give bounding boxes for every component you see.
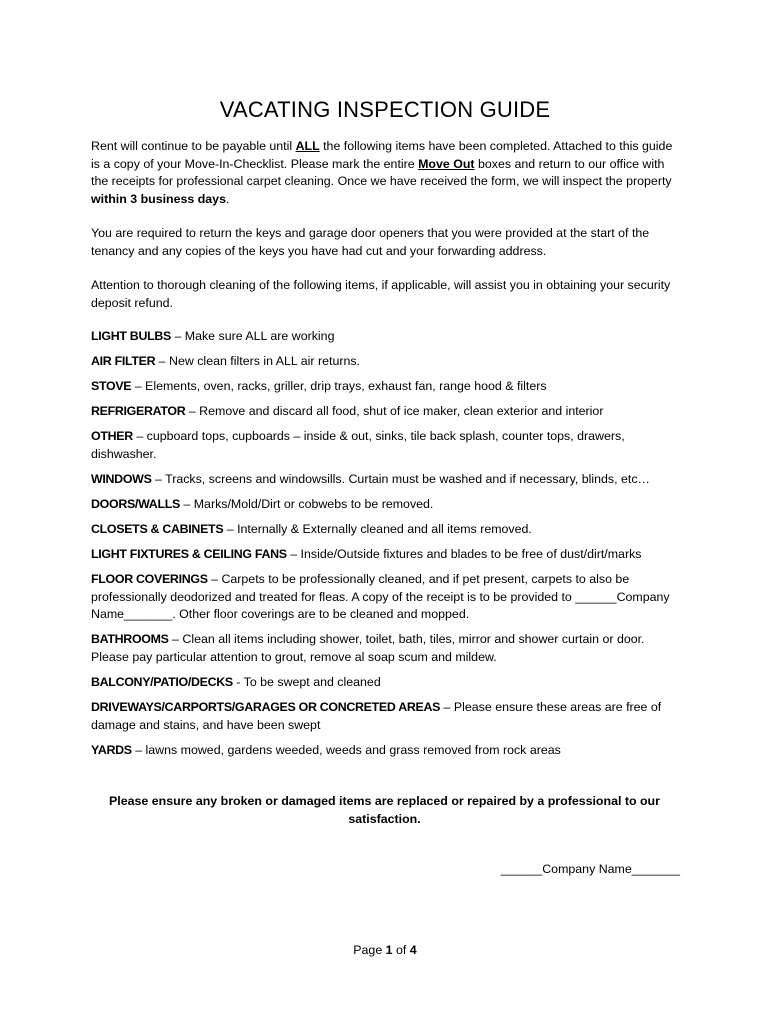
item-text: – Inside/Outside fixtures and blades to be free of dust/dirt/marks — [286, 547, 642, 562]
page-title: VACATING INSPECTION GUIDE — [219, 97, 551, 122]
item-label: YARDS — [91, 742, 132, 757]
emphasis-business-days: within 3 business days — [91, 191, 226, 206]
item-text: – New clean filters in ALL air returns. — [155, 354, 360, 369]
intro-text: the following items have been completed. Attached to this guide is a copy of your Move-In-Checklist. Please mark the entire — [91, 139, 673, 171]
item-label: AIR FILTER — [91, 354, 156, 369]
cleaning-items-list — [91, 328, 678, 767]
list-item — [91, 521, 678, 539]
closing-statement: Please ensure any broken or damaged items are replaced or repaired by a professional to our satisfaction. — [109, 794, 660, 826]
emphasis-all: ALL — [295, 139, 320, 153]
item-text: – Carpets to be professionally cleaned, and if pet present, carpets to also be professionally deodorized and treated for fleas. A copy of the receipt is to be provided to ______Company Name_______. Other floor coverings are to be cleaned and mopped. — [91, 572, 670, 622]
list-item — [91, 328, 678, 346]
item-text: – lawns mowed, gardens weeded, weeds and grass removed from rock areas — [131, 742, 561, 757]
emphasis-move-out: Move Out — [418, 156, 475, 171]
list-item — [91, 471, 678, 489]
item-text: – cupboard tops, cupboards – inside & out, sinks, tile back splash, counter tops, drawers, dishwasher. — [91, 429, 625, 461]
item-label: WINDOWS — [91, 471, 152, 486]
list-item — [91, 378, 678, 396]
item-label: CLOSETS & CABINETS — [91, 522, 224, 537]
list-item — [91, 742, 678, 760]
total-pages: 4 — [409, 943, 417, 957]
item-text: – Tracks, screens and windowsills. Curtain must be washed and if necessary, blinds, etc… — [151, 471, 650, 486]
page-word: Page — [353, 943, 386, 957]
page-number — [0, 943, 770, 957]
intro-text: Rent will continue to be payable until — [91, 139, 296, 153]
item-label: BALCONY/PATIO/DECKS — [91, 675, 233, 690]
list-item — [91, 496, 678, 514]
item-label: DRIVEWAYS/CARPORTS/GARAGES OR CONCRETED AREAS — [91, 700, 441, 715]
list-item — [91, 571, 678, 624]
item-text: – Internally & Externally cleaned and all items removed. — [223, 522, 532, 537]
item-label: OTHER — [91, 429, 133, 444]
list-item — [91, 699, 678, 734]
list-item — [91, 428, 678, 463]
item-text: – Elements, oven, racks, griller, drip trays, exhaust fan, range hood & filters — [131, 379, 547, 394]
item-text: – Remove and discard all food, shut of ice maker, clean exterior and interior — [185, 404, 604, 419]
list-item — [91, 631, 678, 666]
item-label: DOORS/WALLS — [91, 497, 180, 512]
list-item — [91, 403, 678, 421]
item-text: – Make sure ALL are working — [171, 329, 335, 343]
item-label: STOVE — [91, 379, 132, 394]
intro-paragraph-cleaning: Attention to thorough cleaning of the following items, if applicable, will assist you in obtaining your security deposit refund. — [91, 278, 671, 310]
item-text: - To be swept and cleaned — [232, 675, 381, 690]
item-text: – Clean all items including shower, toilet, bath, tiles, mirror and shower curtain or door. Please pay particular attention to grout, remove al soap scum and mildew. — [91, 632, 645, 664]
item-label: LIGHT BULBS — [91, 329, 171, 343]
current-page: 1 — [385, 943, 393, 957]
list-item — [91, 674, 678, 692]
of-word: of — [392, 943, 410, 957]
item-label: BATHROOMS — [91, 632, 169, 647]
company-name: ______Company Name_______ — [500, 862, 680, 876]
intro-paragraph-keys: You are required to return the keys and garage door openers that you were provided at the start of the tenancy and any copies of the keys you have had cut and your forwarding address. — [91, 226, 650, 258]
item-label: FLOOR COVERINGS — [91, 572, 208, 587]
intro-text: boxes and return to our office with the receipts for professional carpet cleaning. Once we have received the form, we will inspect the property — [91, 156, 672, 188]
intro-paragraph-rent — [91, 138, 678, 208]
item-text: – Marks/Mold/Dirt or cobwebs to be removed. — [179, 497, 434, 512]
item-label: REFRIGERATOR — [91, 404, 186, 419]
item-text: – Please ensure these areas are free of damage and stains, and have been swept — [91, 700, 662, 732]
list-item — [91, 353, 678, 371]
list-item — [91, 546, 678, 564]
item-label: LIGHT FIXTURES & CEILING FANS — [91, 547, 287, 562]
intro-text: . — [225, 191, 230, 206]
